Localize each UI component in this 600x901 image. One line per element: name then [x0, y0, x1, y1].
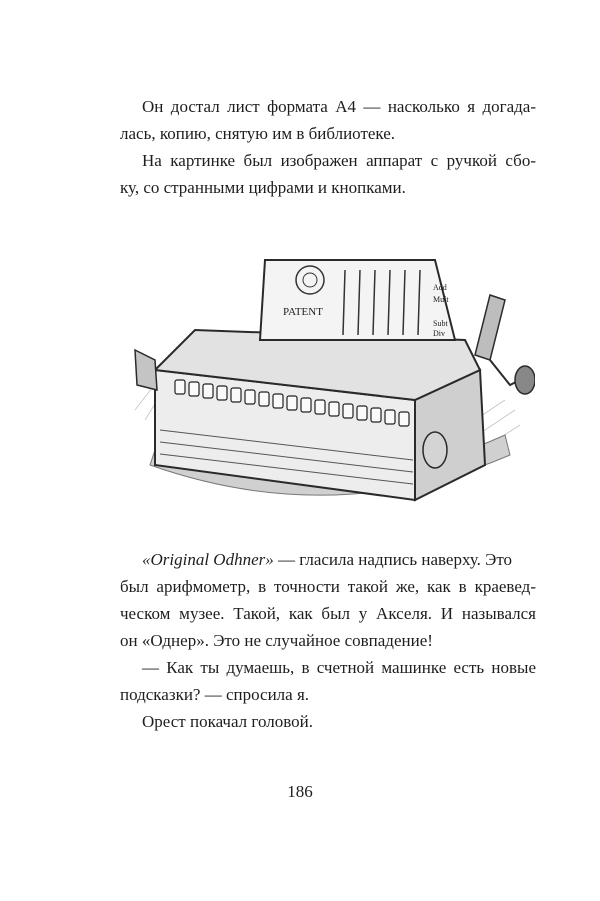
div-label: Div	[433, 329, 445, 338]
text-block-bottom	[120, 546, 536, 735]
page-number: 186	[287, 782, 313, 801]
odhner-quote: «Original Odhner»	[142, 550, 274, 569]
add-label: Add	[433, 283, 447, 292]
paragraph-2-line-1: На картинке был изображен аппарат с ручкой сбо-	[142, 151, 536, 170]
subt-label: Subt	[433, 319, 448, 328]
text-block-top	[120, 93, 536, 201]
mult-label: Mult	[433, 295, 449, 304]
paragraph-3-line-1	[120, 546, 536, 573]
paragraph-4-line-1: — Как ты думаешь, в счетной машинке есть новые	[142, 658, 536, 677]
paragraph-3-line-1-rest: — гласила надпись наверху. Это	[273, 550, 513, 569]
paragraph-5-line-1: Орест покачал головой.	[142, 712, 313, 731]
paragraph-2-line-2: ку, со странными цифрами и кнопками.	[120, 178, 406, 197]
paragraph-1-line-2: лась, копию, снятую им в библиотеке.	[120, 124, 396, 143]
paragraph-4-line-2: подсказки? — спросила я.	[120, 685, 310, 704]
arithmometer-drawing	[115, 220, 535, 520]
paragraph-3-line-4: он «Однер». Это не случайное совпадение!	[120, 631, 433, 650]
paragraph-3-line-3: ческом музее. Такой, как был у Акселя. И назывался	[120, 604, 536, 623]
patent-label: PATENT	[283, 306, 323, 318]
arithmometer-illustration	[115, 220, 535, 520]
paragraph-1-line-1: Он достал лист формата А4 — насколько я догада-	[142, 97, 536, 116]
paragraph-3-line-2: был арифмометр, в точности такой же, как в краевед-	[120, 577, 536, 596]
